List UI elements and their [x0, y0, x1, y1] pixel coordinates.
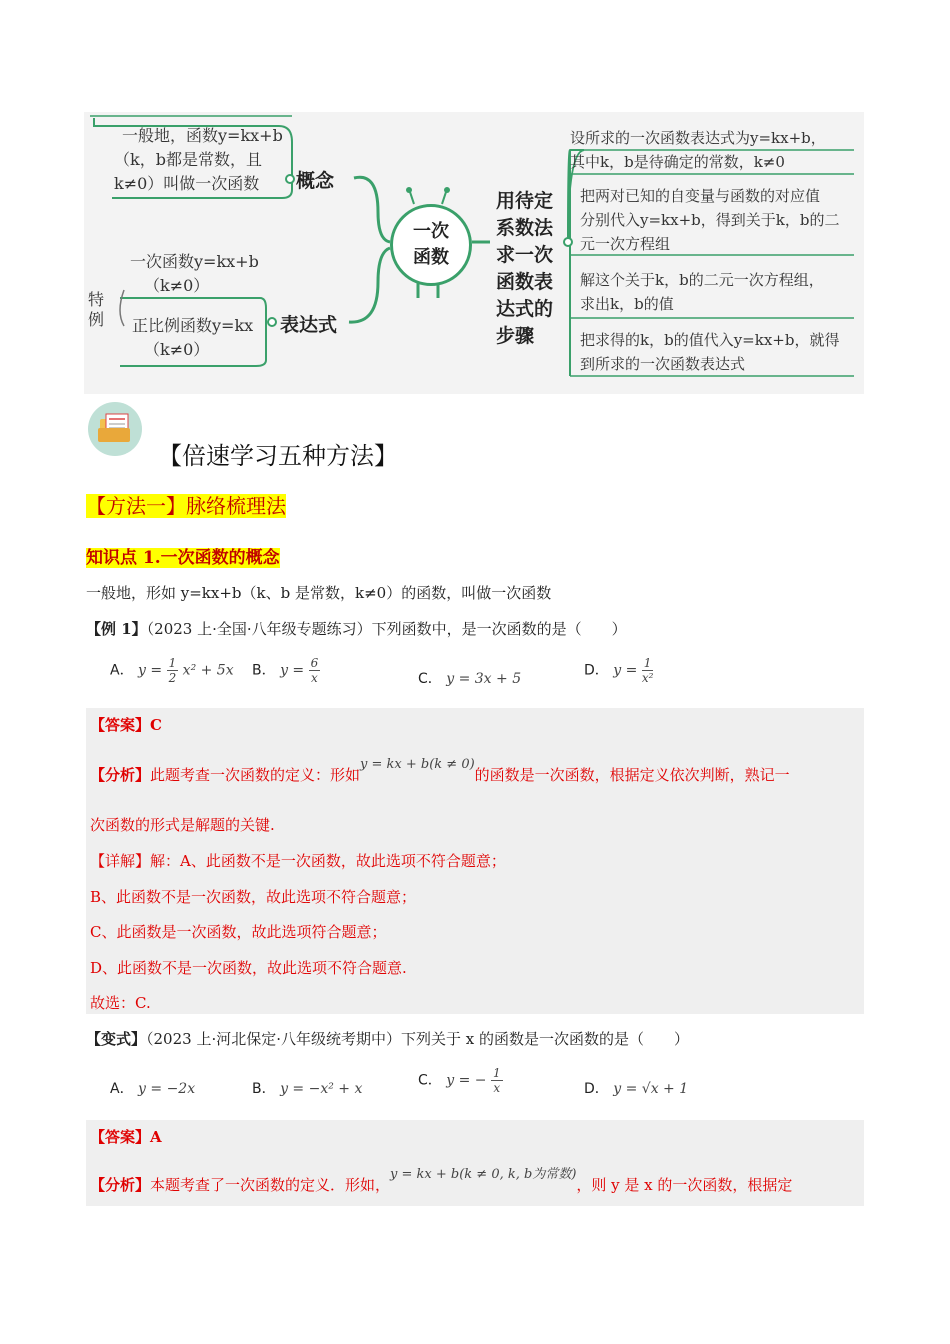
method1-label: 【方法一】脉络梳理法	[86, 494, 286, 518]
knowledge-point-1	[86, 543, 280, 568]
step2-line2: 分别代入y=kx+b，得到关于k，b的二	[580, 211, 840, 229]
variant-answer: 【答案】A	[90, 1128, 162, 1146]
variant-option-b	[252, 1078, 362, 1098]
steps-label-3: 求一次	[496, 244, 554, 266]
concept-text-2: （k，b都是常数，且	[114, 150, 262, 169]
center-line-2: 函数	[413, 247, 449, 268]
variant-analysis-post: ，则 y 是 x 的一次函数，根据定	[576, 1176, 793, 1194]
step4-line2: 到所求的一次函数表达式	[580, 355, 746, 373]
step4-line1: 把求得的k，b的值代入y=kx+b，就得	[580, 331, 840, 349]
method1-heading	[86, 490, 286, 519]
variant-option-a	[110, 1078, 195, 1098]
step1-line1: 设所求的一次函数表达式为y=kx+b，	[570, 129, 826, 147]
variant-analysis-pre: 本题考查了一次函数的定义．形如，	[150, 1176, 391, 1194]
example1-option-d	[584, 656, 653, 685]
page-heading: 【倍速学习五种方法】	[158, 442, 398, 470]
example1-detail-2: B、此函数不是一次函数，故此选项不符合题意；	[90, 888, 417, 906]
variant-analysis-tag: 【分析】	[90, 1176, 151, 1194]
variant-option-c	[418, 1066, 503, 1095]
example1-tag: 【例 1】	[86, 620, 147, 638]
example1-detail-3: C、此函数是一次函数，故此选项符合题意；	[90, 923, 387, 941]
option-b-num: 6	[310, 656, 319, 670]
steps-label-2: 系数法	[496, 217, 554, 239]
special-label-2: 例	[88, 310, 105, 329]
concept-node: 概念	[296, 170, 335, 192]
variant-analysis-formula: y = kx + b(k ≠ 0, k, b为常数)	[390, 1167, 577, 1182]
variant-option-d	[584, 1078, 688, 1098]
example1-detail-4: D、此函数不是一次函数，故此选项不符合题意.	[90, 959, 407, 977]
variant-solution-box	[86, 1120, 864, 1206]
steps-label-1: 用待定	[496, 190, 554, 212]
example1-answer: 【答案】C	[90, 716, 162, 734]
center-node	[390, 204, 472, 286]
analysis-post: 的函数是一次函数，根据定义依次判断，熟记一	[474, 766, 790, 784]
definition-text: 一般地，形如 y=kx+b（k、b 是常数，k≠0）的函数，叫做一次函数	[86, 584, 552, 602]
example1-analysis-line2: 次函数的形式是解题的关键.	[90, 816, 275, 834]
variant-option-b-expr: y = −x² + x	[280, 1081, 363, 1097]
variant-option-b-label: B．	[252, 1081, 276, 1097]
analysis-tag: 【分析】	[90, 766, 151, 784]
option-c-label: C．	[418, 671, 442, 687]
example1-title	[86, 618, 627, 639]
option-b-den: x	[311, 671, 318, 685]
expr2-line2: （k≠0）	[144, 340, 210, 359]
example1-option-a	[110, 656, 234, 685]
steps-label-5: 达式的	[496, 298, 554, 320]
expression-node: 表达式	[280, 314, 338, 336]
example1-option-c	[418, 668, 521, 688]
variant-tag: 【变式】	[86, 1030, 147, 1048]
steps-label-4: 函数表	[496, 271, 554, 293]
option-a-label: A．	[110, 662, 134, 679]
option-a-num: 1	[168, 656, 177, 670]
folder-icon	[88, 402, 142, 456]
option-b-lhs: y =	[280, 662, 305, 679]
step2-line1: 把两对已知的自变量与函数的对应值	[580, 187, 821, 205]
expr1-line2: （k≠0）	[144, 276, 210, 295]
kp1-label: 知识点 1.一次函数的概念	[86, 548, 280, 568]
variant-title	[86, 1028, 689, 1049]
center-line-1: 一次	[413, 221, 449, 242]
expr1-line1: 一次函数y=kx+b	[130, 252, 259, 271]
steps-label-6: 步骤	[496, 325, 535, 347]
variant-option-a-expr: y = −2x	[138, 1081, 196, 1097]
variant-option-c-label: C．	[418, 1072, 442, 1089]
variant-option-d-label: D．	[584, 1081, 609, 1097]
option-a-den: 2	[168, 671, 177, 685]
option-c-expr: y = 3x + 5	[446, 671, 522, 687]
variant-option-a-label: A．	[110, 1081, 134, 1097]
step2-line3: 元一次方程组	[580, 235, 671, 253]
step3-line1: 解这个关于k，b的二元一次方程组，	[580, 271, 824, 289]
option-d-label: D．	[584, 662, 609, 679]
step1-line2: 其中k，b是待确定的常数，k≠0	[570, 153, 785, 171]
example1-detail-1: 【详解】解：A、此函数不是一次函数，故此选项不符合题意；	[90, 852, 506, 870]
expr2-line1: 正比例函数y=kx	[132, 316, 254, 335]
special-label-1: 特	[88, 290, 105, 309]
option-d-num: 1	[643, 656, 652, 670]
option-d-lhs: y =	[613, 662, 638, 679]
mind-map	[84, 112, 864, 394]
concept-text-1: 一般地，函数y=kx+b	[122, 126, 283, 145]
variant-analysis	[90, 1167, 793, 1195]
variant-option-c-num: 1	[492, 1066, 501, 1080]
variant-question: （2023 上·河北保定·八年级统考期中）下列关于 x 的函数是一次函数的是（ ）	[146, 1030, 689, 1048]
analysis-pre: 此题考查一次函数的定义：形如	[150, 766, 361, 784]
option-d-den: x²	[641, 671, 654, 685]
option-b-label: B．	[252, 662, 276, 679]
example1-option-b	[252, 656, 320, 685]
option-a-rest: x² + 5x	[182, 662, 234, 679]
variant-option-c-lhs: y = −	[446, 1072, 487, 1089]
variant-option-d-expr: y = √x + 1	[613, 1081, 689, 1097]
example1-detail-5: 故选：C.	[90, 994, 151, 1012]
example1-question: （2023 上·全国·八年级专题练习）下列函数中，是一次函数的是（ ）	[146, 620, 627, 638]
concept-text-3: k≠0）叫做一次函数	[114, 174, 260, 193]
step3-line2: 求出k，b的值	[580, 295, 674, 313]
analysis-formula: y = kx + b(k ≠ 0)	[360, 757, 475, 772]
steps-label	[496, 188, 556, 350]
example1-analysis	[90, 757, 790, 785]
example1-solution-box	[86, 708, 864, 1014]
option-a-lhs: y =	[138, 662, 163, 679]
variant-option-c-den: x	[493, 1081, 501, 1095]
